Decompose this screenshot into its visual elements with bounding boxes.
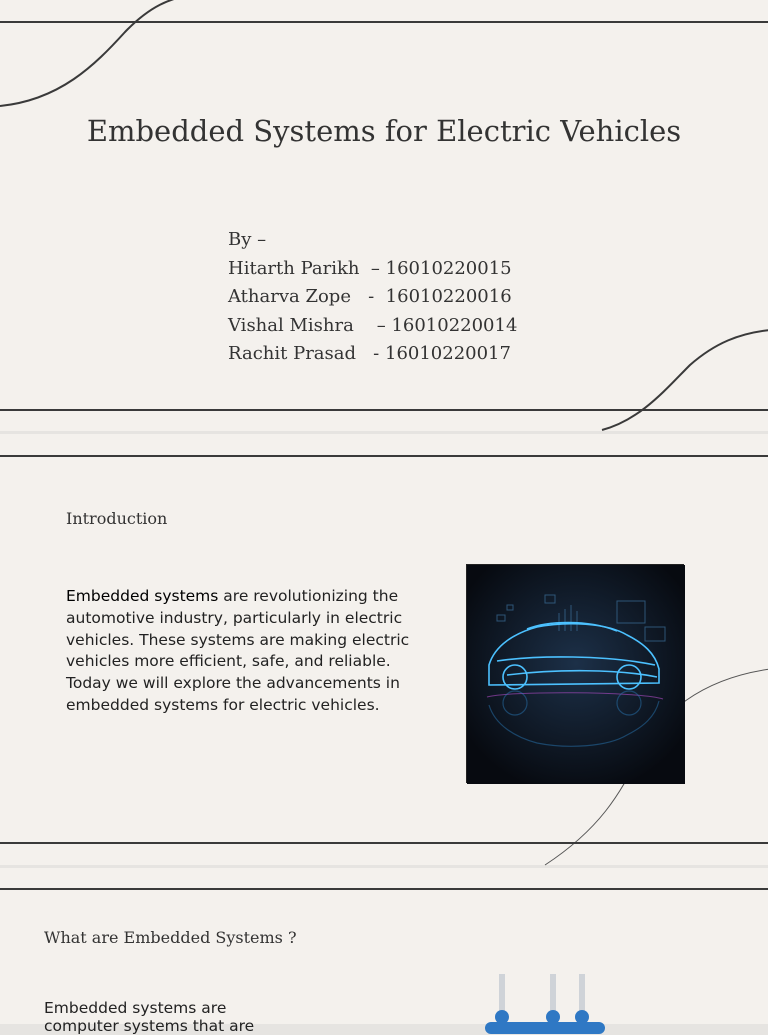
what-are-embedded-systems-slide [0, 868, 768, 1035]
bottom-rule [0, 842, 768, 844]
section-heading: Introduction [66, 509, 168, 528]
top-rule [0, 455, 768, 457]
author-line: Vishal Mishra – 16010220014 [228, 314, 518, 336]
author-line: Rachit Prasad - 16010220017 [228, 343, 511, 364]
intro-paragraph [66, 586, 411, 717]
electric-car-image [466, 564, 684, 783]
author-by-label: By – [228, 229, 267, 250]
presentation-title: Embedded Systems for Electric Vehicles [86, 114, 682, 148]
intro-lead-text: Embedded systems [66, 587, 219, 605]
author-line: Hitarth Parikh – 16010220015 [228, 257, 512, 279]
bottom-rule [0, 409, 768, 411]
definition-paragraph: Embedded systems are computer systems that are [44, 999, 255, 1035]
intro-body-text: are revolutionizing the automotive industry, particularly in electric vehicles. These systems are making electric vehicles more efficient, safe, and reliable. Today we will explore the advancements in embedded systems for electric vehicles. [66, 587, 410, 714]
section-heading: What are Embedded Systems ? [44, 928, 297, 947]
title-slide [0, 0, 768, 431]
author-line: Atharva Zope - 16010220016 [228, 286, 512, 307]
top-rule [0, 21, 768, 23]
top-rule [0, 888, 768, 890]
car-wireframe-graphic [467, 565, 685, 784]
circuit-chip-icon [480, 972, 610, 1032]
author-list [228, 226, 517, 369]
introduction-slide [0, 434, 768, 865]
